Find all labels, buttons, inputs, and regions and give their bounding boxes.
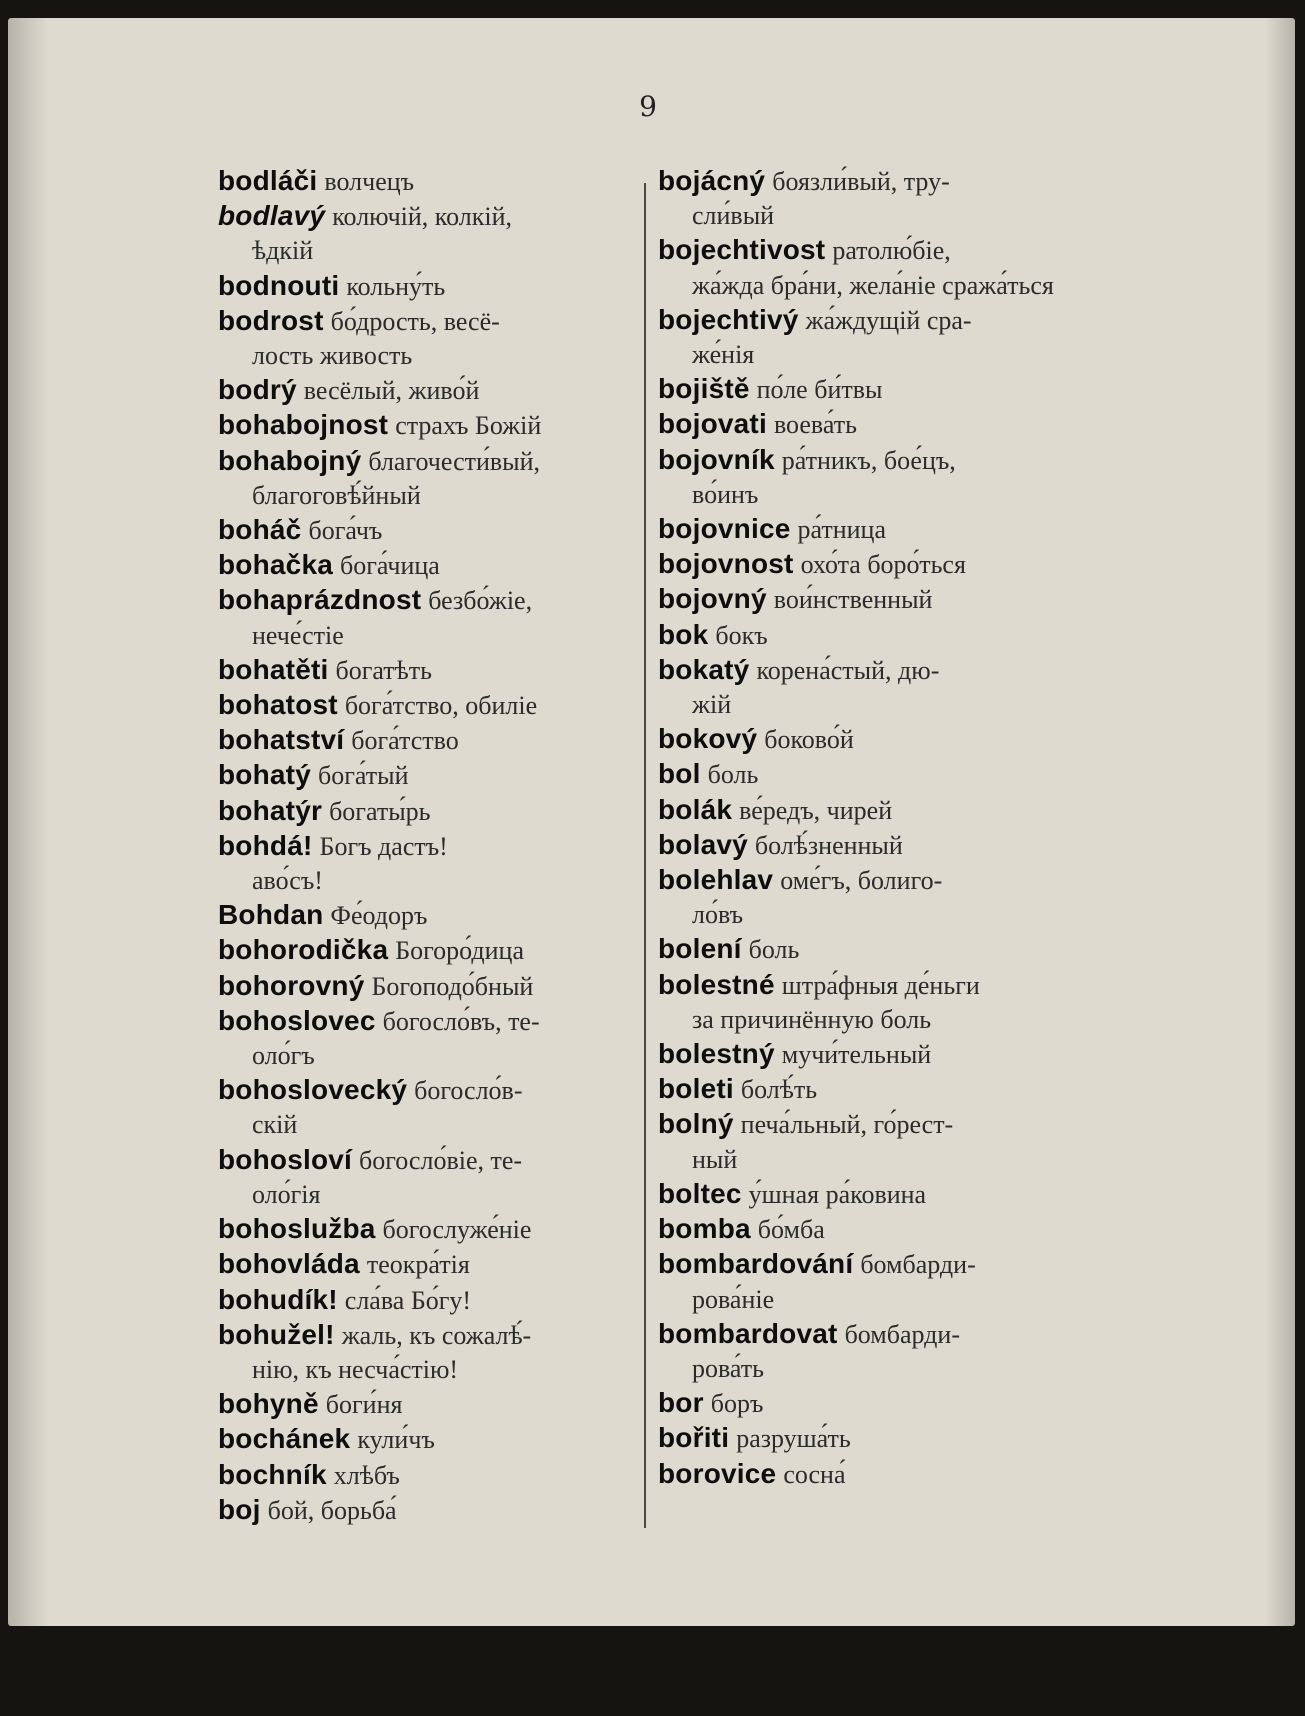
entry-line xyxy=(218,408,638,443)
entry-headword: bolný xyxy=(658,1108,734,1140)
entry-headword: bohačka xyxy=(218,549,333,581)
entry-line xyxy=(218,1458,638,1493)
entry-translation: ратолю́біе, xyxy=(832,236,951,266)
entry-line xyxy=(218,1073,638,1108)
entry-translation: Богъ дастъ! xyxy=(319,831,448,861)
entry-headword: bojovnost xyxy=(658,548,794,580)
entry-headword: boleti xyxy=(658,1073,734,1105)
entry-translation: бо́мба xyxy=(757,1215,825,1245)
dictionary-entry xyxy=(218,513,638,548)
dictionary-entry xyxy=(218,758,638,793)
entry-headword: bodláči xyxy=(218,165,318,196)
dictionary-entry xyxy=(218,1212,638,1247)
entry-line xyxy=(218,969,638,1004)
entry-headword: bohdá! xyxy=(218,829,313,861)
entry-line xyxy=(658,932,1076,967)
entry-headword: bohorovný xyxy=(218,969,365,1001)
dictionary-entry xyxy=(658,722,1076,757)
entry-line xyxy=(658,443,1076,478)
entry-continuation: нію, къ несча́стію! xyxy=(252,1354,459,1384)
dictionary-entry xyxy=(218,304,638,373)
dictionary-entry xyxy=(658,1457,1076,1492)
dictionary-entry xyxy=(218,1493,638,1528)
entry-line xyxy=(658,372,1076,407)
entry-headword: bojovník xyxy=(658,443,775,475)
entry-line xyxy=(218,269,638,304)
entry-headword: bol xyxy=(658,758,701,790)
entry-translation: боль xyxy=(748,935,800,965)
entry-translation: бога́тство, обиліе xyxy=(344,691,538,721)
entry-line xyxy=(658,512,1076,547)
dictionary-entry xyxy=(658,828,1076,863)
entry-translation: богатѣть xyxy=(335,655,432,685)
entry-translation: бокъ xyxy=(715,620,768,650)
dictionary-entry xyxy=(658,407,1076,442)
entry-line xyxy=(218,1212,638,1247)
entry-headword: bokový xyxy=(658,723,758,755)
entry-line xyxy=(658,1317,1076,1352)
entry-headword: bochník xyxy=(218,1458,327,1490)
entry-headword: bojechtivost xyxy=(658,234,826,266)
entry-line xyxy=(658,1247,1076,1282)
entry-headword: bolák xyxy=(658,793,733,825)
dictionary-entry xyxy=(218,794,638,829)
entry-line xyxy=(658,303,1076,338)
entry-headword: bok xyxy=(658,618,709,650)
dictionary-entry xyxy=(218,723,638,758)
entry-line xyxy=(658,582,1076,617)
entry-headword: bolení xyxy=(658,933,742,965)
entry-headword: bojácný xyxy=(658,165,766,196)
dictionary-entry xyxy=(218,969,638,1004)
dictionary-entry xyxy=(658,653,1076,722)
entry-line xyxy=(218,794,638,829)
entry-translation: хлѣбъ xyxy=(333,1460,400,1490)
entry-headword: bomba xyxy=(658,1213,751,1245)
entry-line xyxy=(658,968,1076,1003)
entry-headword: bokatý xyxy=(658,653,750,685)
entry-line xyxy=(658,1107,1076,1142)
entry-headword: bolestný xyxy=(658,1038,775,1070)
entry-headword: bodrost xyxy=(218,304,324,336)
dictionary-entry xyxy=(658,1107,1076,1176)
entry-headword: bohoslovecký xyxy=(218,1074,408,1106)
dictionary-entry xyxy=(218,1283,638,1318)
dictionary-entry xyxy=(218,829,638,898)
page-number: 9 xyxy=(639,90,657,123)
entry-headword: bolestné xyxy=(658,968,775,1000)
entry-translation: бога́тство xyxy=(351,726,459,756)
entry-line xyxy=(658,1457,1076,1492)
entry-translation: сосна́ xyxy=(783,1459,846,1489)
dictionary-entry xyxy=(218,269,638,304)
dictionary-entry xyxy=(658,1247,1076,1316)
right-column xyxy=(658,164,1076,1492)
entry-translation: воева́ть xyxy=(773,410,857,440)
entry-headword: bodnouti xyxy=(218,269,340,301)
dictionary-entry xyxy=(218,688,638,723)
entry-translation: болѣ́зненный xyxy=(754,830,903,860)
dictionary-entry xyxy=(658,1177,1076,1212)
entry-translation: богослуже́ніе xyxy=(382,1215,532,1245)
entry-continuation: рова́ть xyxy=(692,1353,765,1383)
entry-headword: bohatěti xyxy=(218,653,329,685)
dictionary-entry xyxy=(218,1458,638,1493)
entry-headword: bochánek xyxy=(218,1423,351,1455)
entry-line xyxy=(218,1283,638,1318)
entry-line xyxy=(658,233,1076,268)
entry-line xyxy=(218,164,638,199)
entry-translation: волчецъ xyxy=(324,167,415,196)
entry-continuation: оло́гъ xyxy=(252,1041,315,1071)
entry-headword: bohyně xyxy=(218,1388,319,1420)
entry-translation: корена́стый, дю- xyxy=(756,655,940,685)
entry-translation: боръ xyxy=(710,1389,764,1419)
dictionary-entry xyxy=(218,1422,638,1457)
entry-headword: bojovnice xyxy=(658,513,791,545)
dictionary-entry xyxy=(218,1247,638,1282)
dictionary-entry xyxy=(658,793,1076,828)
entry-headword: boltec xyxy=(658,1177,742,1209)
entry-line xyxy=(218,758,638,793)
entry-line xyxy=(218,583,638,618)
entry-headword: bojovný xyxy=(658,583,767,615)
entry-line xyxy=(218,653,638,688)
entry-translation: богаты́рь xyxy=(329,796,431,826)
entry-line xyxy=(218,1247,638,1282)
dictionary-entry xyxy=(658,1421,1076,1456)
entry-translation: жаль, къ сожалѣ́- xyxy=(341,1320,532,1350)
entry-line xyxy=(218,444,638,479)
dictionary-entry xyxy=(218,164,638,199)
entry-translation: оме́гъ, болиго- xyxy=(780,866,943,896)
entry-translation: болѣ́ть xyxy=(740,1075,818,1105)
entry-line xyxy=(658,1037,1076,1072)
dictionary-entry xyxy=(658,618,1076,653)
entry-translation: бога́чица xyxy=(340,551,440,581)
entry-translation: Фе́одоръ xyxy=(330,901,428,931)
entry-headword: bořiti xyxy=(658,1422,730,1454)
entry-line xyxy=(218,898,638,933)
entry-line xyxy=(658,1177,1076,1212)
dictionary-entry xyxy=(218,408,638,443)
entry-line xyxy=(218,1493,638,1528)
dictionary-entry xyxy=(658,1212,1076,1247)
entry-line xyxy=(658,653,1076,688)
entry-translation: у́шная ра́ковина xyxy=(748,1179,927,1209)
dictionary-entry xyxy=(658,547,1076,582)
entry-line xyxy=(218,933,638,968)
entry-line xyxy=(218,513,638,548)
dictionary-entry xyxy=(658,1037,1076,1072)
entry-translation: бомбарди- xyxy=(860,1250,976,1280)
entry-line xyxy=(658,618,1076,653)
entry-line xyxy=(658,1072,1076,1107)
dictionary-entry xyxy=(658,303,1076,372)
entry-headword: Bohdan xyxy=(218,899,324,931)
entry-continuation: ѣдкій xyxy=(252,236,314,266)
entry-continuation: аво́съ! xyxy=(252,866,323,896)
entry-headword: bojovati xyxy=(658,408,767,440)
entry-continuation: нече́стіе xyxy=(252,620,344,650)
entry-continuation: оло́гія xyxy=(252,1179,321,1209)
dictionary-entry xyxy=(658,582,1076,617)
entry-line xyxy=(218,829,638,864)
entry-headword: bohatý xyxy=(218,759,311,791)
entry-line xyxy=(658,722,1076,757)
entry-headword: bohabojný xyxy=(218,444,362,476)
entry-continuation: жа́жда бра́ни, жела́ніе сража́ться xyxy=(692,270,1054,300)
dictionary-entry xyxy=(658,1317,1076,1386)
dictionary-entry xyxy=(658,932,1076,967)
dictionary-entry xyxy=(218,1387,638,1422)
entry-headword: bohosloví xyxy=(218,1143,353,1175)
entry-translation: боги́ня xyxy=(325,1390,403,1420)
entry-headword: bohoslovec xyxy=(218,1004,376,1036)
dictionary-entry xyxy=(218,1143,638,1212)
dictionary-entry xyxy=(658,512,1076,547)
entry-translation: бо́дрость, весё- xyxy=(330,306,500,336)
dictionary-entry xyxy=(658,443,1076,512)
entry-headword: bohaprázdnost xyxy=(218,584,422,616)
dictionary-entry xyxy=(218,1318,638,1387)
entry-line xyxy=(218,1318,638,1353)
entry-translation: весёлый, живо́й xyxy=(303,376,480,406)
entry-line xyxy=(218,373,638,408)
entry-translation: бога́чъ xyxy=(308,516,383,546)
entry-line xyxy=(658,757,1076,792)
dictionary-entry xyxy=(218,933,638,968)
entry-translation: богосло́въ, те- xyxy=(382,1006,540,1036)
entry-line xyxy=(218,548,638,583)
entry-headword: bor xyxy=(658,1387,704,1419)
entry-translation: кольну́ть xyxy=(346,271,446,301)
dictionary-entry xyxy=(218,898,638,933)
entry-translation: разруша́ть xyxy=(736,1424,851,1454)
entry-line xyxy=(658,793,1076,828)
entry-translation: вои́нственный xyxy=(773,585,933,615)
entry-headword: bohatýr xyxy=(218,794,323,826)
dictionary-entry xyxy=(658,757,1076,792)
entry-line xyxy=(218,199,638,234)
entry-line xyxy=(218,1004,638,1039)
entry-line xyxy=(658,828,1076,863)
entry-headword: bojechtivý xyxy=(658,303,799,335)
entry-headword: bodrý xyxy=(218,374,297,406)
entry-translation: теокра́тія xyxy=(366,1250,470,1280)
entry-line xyxy=(218,1387,638,1422)
dictionary-entry xyxy=(658,233,1076,302)
column-divider xyxy=(644,183,646,1528)
entry-line xyxy=(658,407,1076,442)
entry-line xyxy=(218,1422,638,1457)
entry-translation: Богоро́дица xyxy=(395,936,525,966)
dictionary-entry xyxy=(218,1073,638,1142)
entry-headword: bodlavý xyxy=(218,200,326,232)
entry-line xyxy=(658,1212,1076,1247)
entry-translation: ра́тникъ, бое́цъ, xyxy=(781,445,956,475)
dictionary-entry xyxy=(658,1386,1076,1421)
entry-translation: страхъ Божій xyxy=(395,411,542,441)
entry-headword: bohatost xyxy=(218,689,338,721)
entry-line xyxy=(218,304,638,339)
entry-translation: мучи́тельный xyxy=(781,1040,932,1070)
left-column xyxy=(218,164,638,1528)
entry-translation: печа́льный, го́рест- xyxy=(740,1110,954,1140)
entry-translation: боль xyxy=(707,760,759,790)
dictionary-entry xyxy=(218,653,638,688)
entry-translation: бомбарди- xyxy=(844,1319,960,1349)
entry-continuation: сли́вый xyxy=(692,201,775,231)
dictionary-entry xyxy=(218,444,638,513)
dictionary-entry xyxy=(658,372,1076,407)
entry-translation: боково́й xyxy=(764,725,854,755)
entry-continuation: рова́ніе xyxy=(692,1284,775,1314)
entry-translation: благочести́вый, xyxy=(368,446,541,476)
entry-translation: ве́редъ, чирей xyxy=(739,795,893,825)
entry-line xyxy=(658,1421,1076,1456)
dictionary-entry xyxy=(218,1004,638,1073)
entry-continuation: во́инъ xyxy=(692,479,759,509)
entry-translation: бой, борьба́ xyxy=(267,1495,397,1525)
dictionary-entry xyxy=(218,373,638,408)
entry-headword: borovice xyxy=(658,1457,777,1489)
entry-continuation: за причинённую боль xyxy=(692,1004,932,1034)
entry-headword: bohorodička xyxy=(218,934,389,966)
entry-translation: жа́ждущій сра- xyxy=(805,305,972,335)
entry-headword: bohužel! xyxy=(218,1318,335,1350)
entry-line xyxy=(218,723,638,758)
entry-translation: по́ле би́твы xyxy=(756,375,883,405)
entry-continuation: благоговѣ́йный xyxy=(252,480,421,510)
dictionary-entry xyxy=(218,548,638,583)
dictionary-entry xyxy=(218,199,638,268)
dictionary-entry xyxy=(658,968,1076,1037)
entry-continuation: скій xyxy=(252,1110,298,1140)
entry-translation: сла́ва Бо́гу! xyxy=(344,1285,472,1315)
dictionary-entry xyxy=(658,863,1076,932)
entry-continuation: лость живость xyxy=(252,341,413,371)
entry-line xyxy=(658,547,1076,582)
entry-line xyxy=(658,164,1076,199)
entry-translation: штра́фныя де́ньги xyxy=(781,970,980,1000)
entry-translation: охо́та боро́ться xyxy=(800,550,966,580)
entry-translation: боязли́вый, тру- xyxy=(772,167,950,196)
entry-translation: Богоподо́бный xyxy=(371,971,534,1001)
dictionary-entry xyxy=(658,164,1076,233)
entry-headword: bojiště xyxy=(658,373,750,405)
entry-headword: boháč xyxy=(218,514,302,546)
entry-continuation: жій xyxy=(692,690,732,720)
entry-translation: колючій, колкій, xyxy=(332,202,513,232)
entry-translation: богосло́віе, те- xyxy=(359,1145,523,1175)
dictionary-entry xyxy=(218,583,638,652)
entry-translation: бога́тый xyxy=(317,761,409,791)
entry-headword: bolehlav xyxy=(658,864,774,896)
dictionary-entry xyxy=(658,1072,1076,1107)
entry-translation: богосло́в- xyxy=(414,1076,523,1106)
entry-headword: bombardovat xyxy=(658,1317,838,1349)
entry-translation: безбо́жіе, xyxy=(428,586,533,616)
entry-line xyxy=(658,863,1076,898)
entry-line xyxy=(658,1386,1076,1421)
entry-headword: bolavý xyxy=(658,828,748,860)
entry-headword: bohoslužba xyxy=(218,1213,376,1245)
entry-headword: bohudík! xyxy=(218,1283,338,1315)
entry-translation: кули́чъ xyxy=(357,1425,435,1455)
entry-headword: bohabojnost xyxy=(218,409,389,441)
dictionary-page xyxy=(8,18,1295,1626)
entry-continuation: ный xyxy=(692,1144,738,1174)
entry-continuation: же́нія xyxy=(692,340,755,370)
entry-headword: bombardování xyxy=(658,1248,854,1280)
entry-headword: bohovláda xyxy=(218,1248,360,1280)
entry-continuation: ло́въ xyxy=(692,900,744,930)
entry-line xyxy=(218,688,638,723)
entry-headword: boj xyxy=(218,1493,261,1525)
entry-translation: ра́тница xyxy=(797,515,887,545)
entry-line xyxy=(218,1143,638,1178)
entry-headword: bohatství xyxy=(218,724,345,756)
